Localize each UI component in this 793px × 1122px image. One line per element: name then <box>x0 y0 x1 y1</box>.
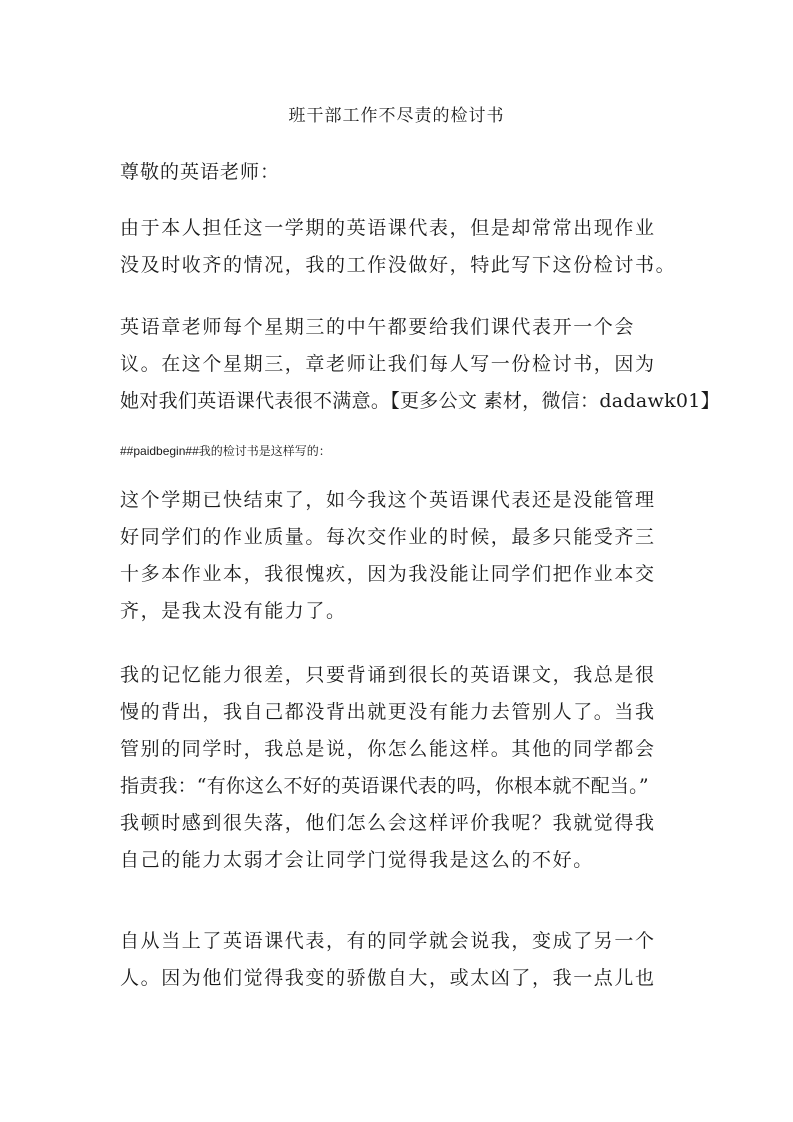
paragraph-3 <box>120 482 680 630</box>
text-line: 人。因为他们觉得我变的骄傲自大，或太凶了，我一点儿也 <box>120 967 656 989</box>
text-line: 没及时收齐的情况，我的工作没做好，特此写下这份检讨书。 <box>120 254 677 276</box>
text-line: 十多本作业本，我很愧疚，因为我没能让同学们把作业本交 <box>120 563 656 585</box>
text-line: 好同学们的作业质量。每次交作业的时候，最多只能受齐三 <box>120 526 656 548</box>
text-line: 我顿时感到很失落，他们怎么会这样评价我呢？我就觉得我 <box>120 812 656 834</box>
greeting: 尊敬的英语老师： <box>120 161 281 183</box>
text-line: 自己的能力太弱才会让同学门觉得我是这么的不好。 <box>120 849 594 871</box>
text-line: 英语章老师每个星期三的中午都要给我们课代表开一个会 <box>120 316 636 338</box>
text-line: 这个学期已快结束了，如今我这个英语课代表还是没能管理 <box>120 489 656 511</box>
text-line: 指责我：“有你这么不好的英语课代表的吗，你根本就不配当。” <box>120 775 649 797</box>
paragraph-5 <box>120 923 680 997</box>
text-line: 由于本人担任这一学期的英语课代表，但是却常常出现作业 <box>120 217 656 239</box>
page-title: 班干部工作不尽责的检讨书 <box>288 106 505 126</box>
text-line: 慢的背出，我自己都没背出就更没有能力去管别人了。当我 <box>120 701 656 723</box>
text-line: 管别的同学时，我总是说，你怎么能这样。其他的同学都会 <box>120 738 656 760</box>
text-line: 我的记忆能力很差，只要背诵到很长的英语课文，我总是很 <box>120 664 656 686</box>
text-line: 齐，是我太没有能力了。 <box>120 600 347 622</box>
paragraph-4 <box>120 657 680 879</box>
paid-marker-note: ##paidbegin##我的检讨书是这样写的： <box>120 444 331 458</box>
text-line: 自从当上了英语课代表，有的同学就会说我，变成了另一个 <box>120 930 656 952</box>
text-line: 议。在这个星期三，章老师让我们每人写一份检讨书，因为 <box>120 353 656 375</box>
paragraph-2 <box>120 309 720 420</box>
paragraph-1 <box>120 210 680 284</box>
text-line: 她对我们英语课代表很不满意。【更多公文 素材，微信：dadawk01】 <box>120 390 720 412</box>
